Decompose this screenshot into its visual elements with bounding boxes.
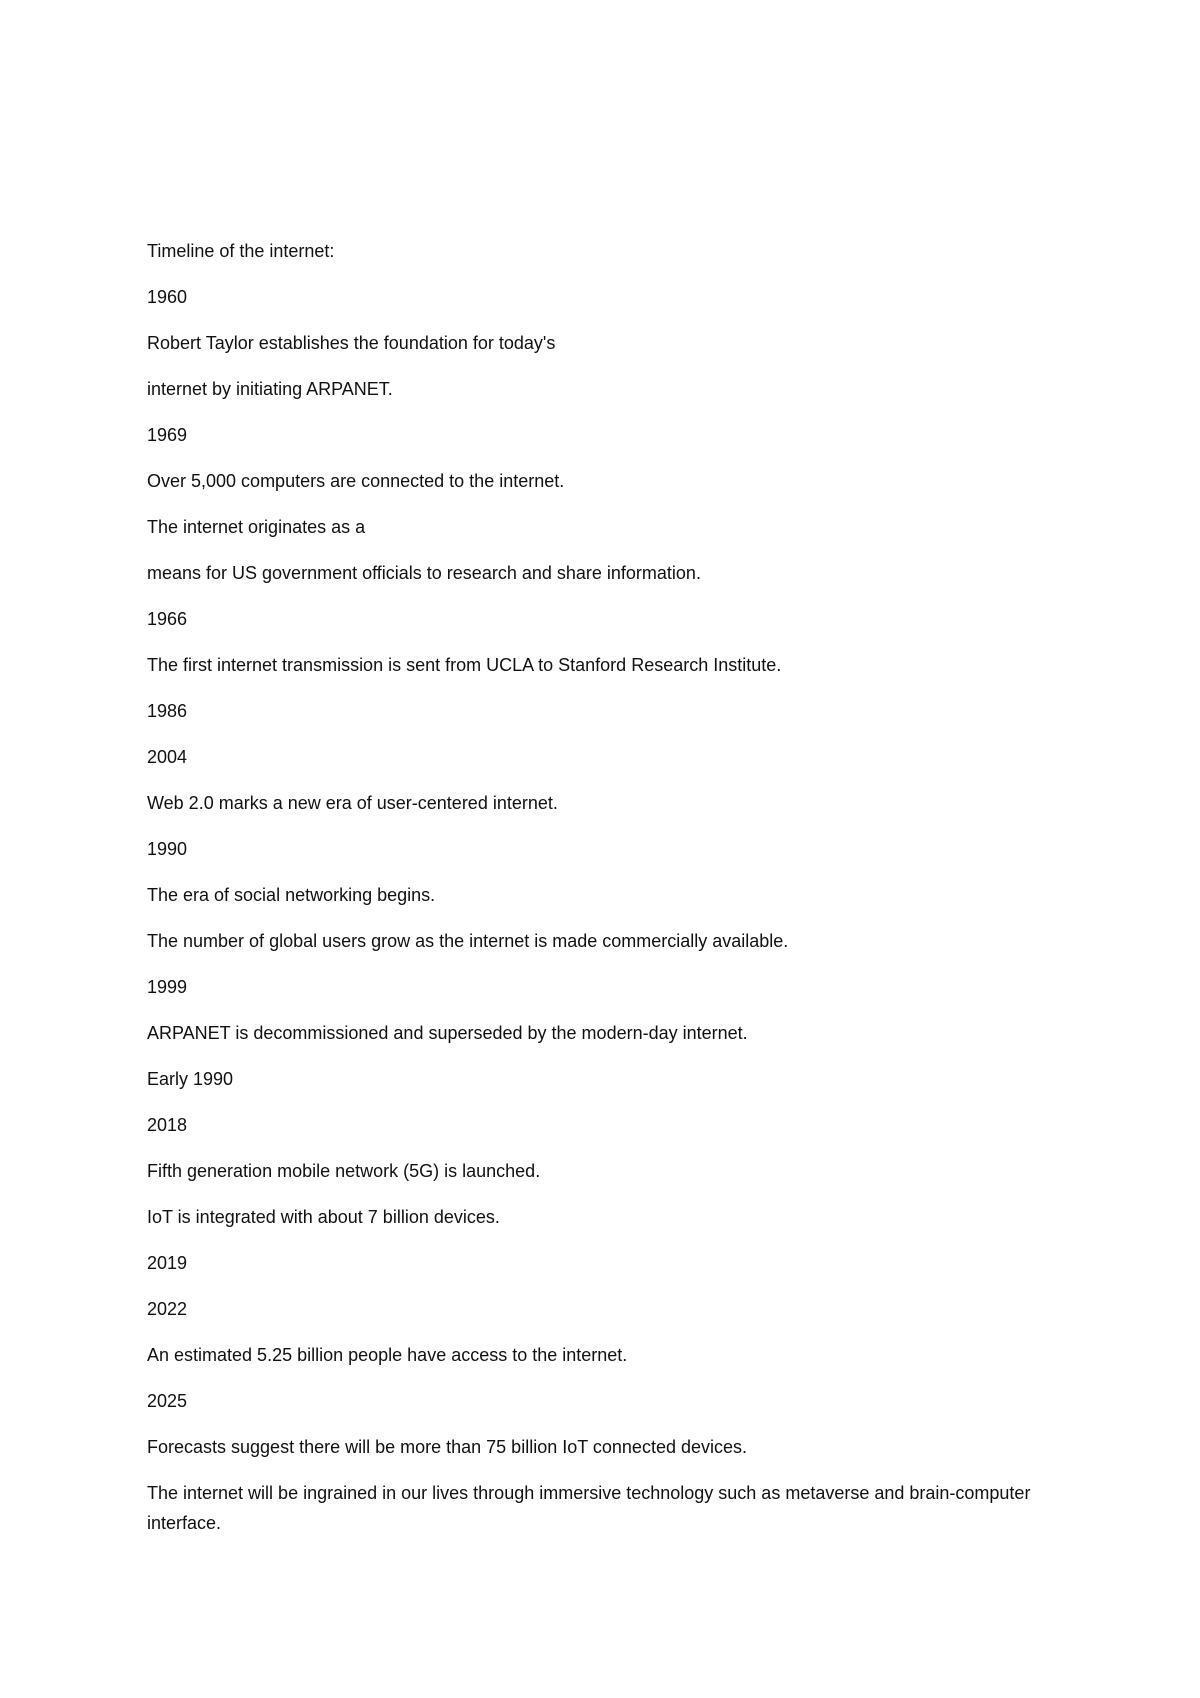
year-1960: 1960 xyxy=(147,287,188,307)
year-1969: 1969 xyxy=(147,425,188,445)
year-2019: 2019 xyxy=(147,1253,188,1273)
text-line: internet by initiating ARPANET. xyxy=(147,379,393,399)
year-2022: 2022 xyxy=(147,1299,188,1319)
text-line: The internet originates as a xyxy=(147,517,366,537)
year-1966: 1966 xyxy=(147,609,188,629)
text-line: The first internet transmission is sent from UCLA to Stanford Research Institute. xyxy=(147,655,782,675)
text-line-wrapped: The internet will be ingrained in our lives through immersive technology such as metaverse and brain-computer interface. xyxy=(147,1483,1031,1533)
text-line: Fifth generation mobile network (5G) is launched. xyxy=(147,1161,541,1181)
text-line: Robert Taylor establishes the foundation for today's xyxy=(147,333,556,353)
text-line: ARPANET is decommissioned and superseded by the modern-day internet. xyxy=(147,1023,748,1043)
text-line: The number of global users grow as the internet is made commercially available. xyxy=(147,931,789,951)
year-1990: 1990 xyxy=(147,839,188,859)
text-line: The era of social networking begins. xyxy=(147,885,436,905)
year-early-1990: Early 1990 xyxy=(147,1069,234,1089)
text-line: means for US government officials to research and share information. xyxy=(147,563,701,583)
year-1999: 1999 xyxy=(147,977,188,997)
document-body xyxy=(147,236,1047,1554)
text-line: Forecasts suggest there will be more than 75 billion IoT connected devices. xyxy=(147,1437,747,1457)
year-2018: 2018 xyxy=(147,1115,188,1135)
text-line: Web 2.0 marks a new era of user-centered internet. xyxy=(147,793,558,813)
text-line: An estimated 5.25 billion people have access to the internet. xyxy=(147,1345,628,1365)
document-title: Timeline of the internet: xyxy=(147,241,335,261)
year-2025: 2025 xyxy=(147,1391,188,1411)
year-1986: 1986 xyxy=(147,701,188,721)
text-line: Over 5,000 computers are connected to the internet. xyxy=(147,471,565,491)
year-2004: 2004 xyxy=(147,747,188,767)
text-line: IoT is integrated with about 7 billion devices. xyxy=(147,1207,500,1227)
